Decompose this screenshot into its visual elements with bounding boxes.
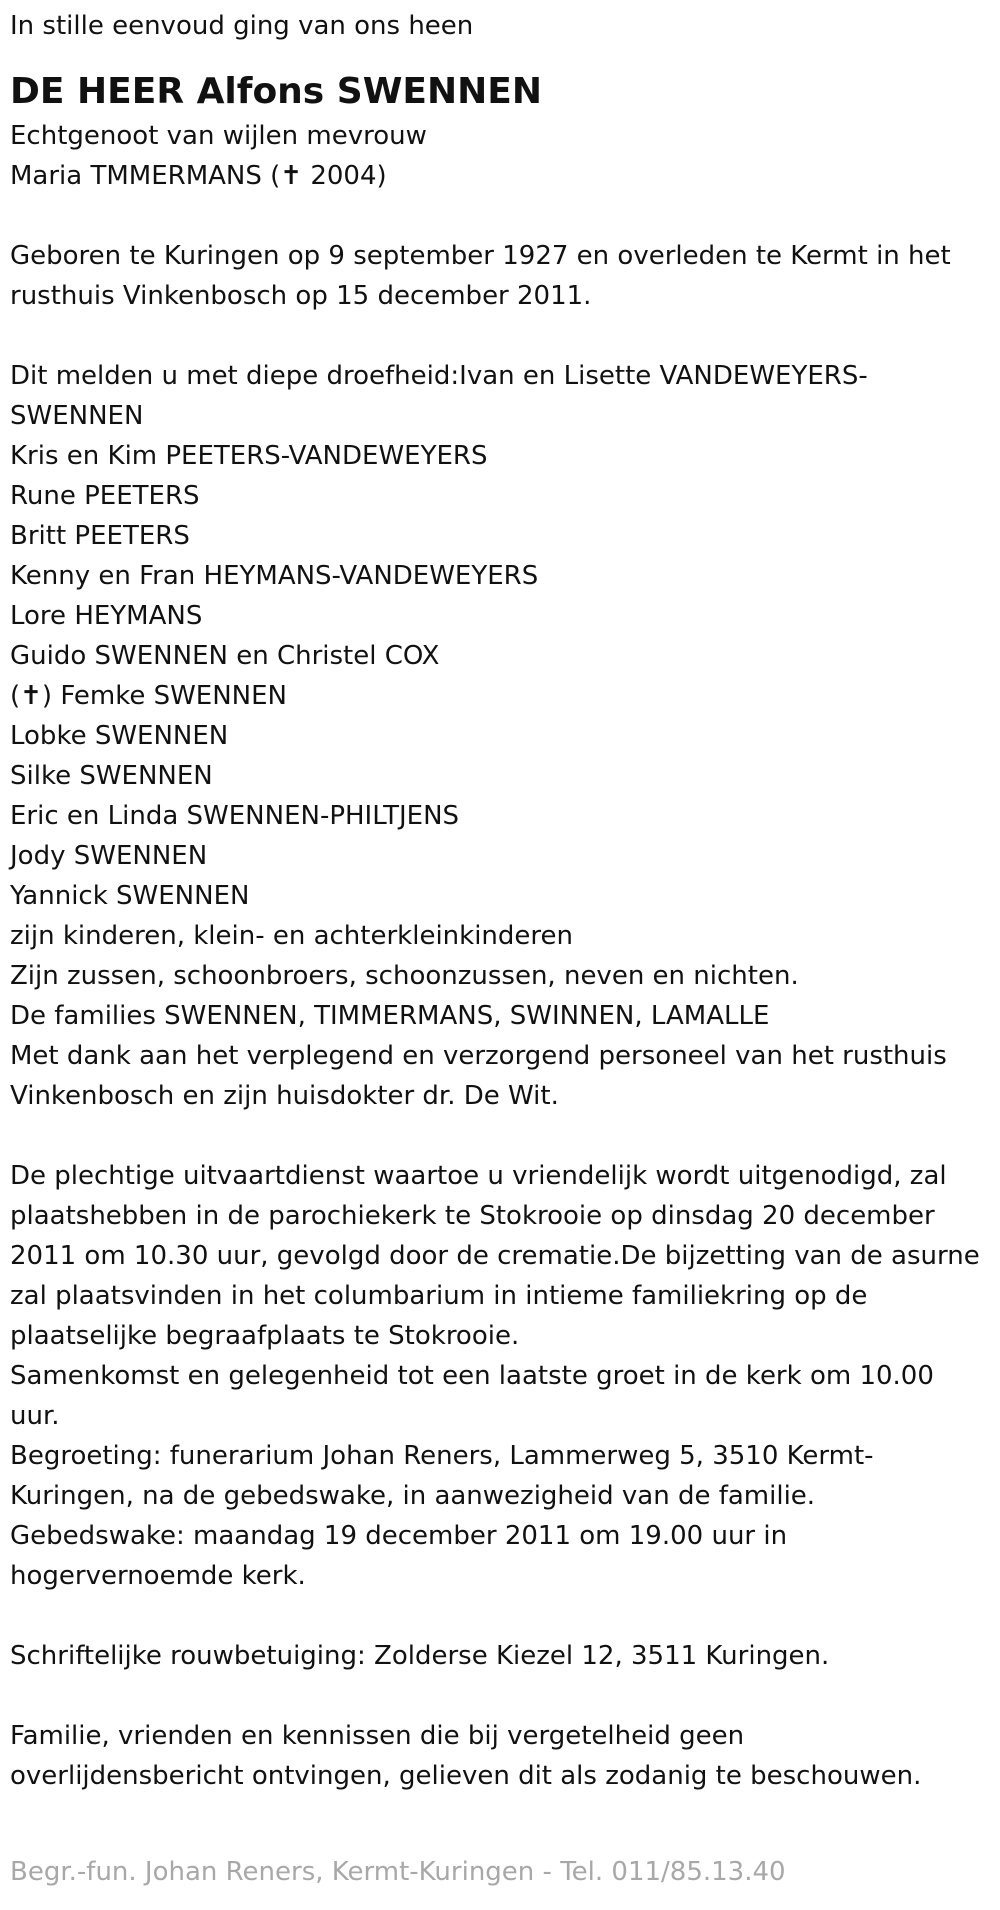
- spouse-line: Echtgenoot van wijlen mevrouw: [10, 121, 427, 151]
- service-block: [10, 1156, 1000, 1596]
- family-line: Zijn zussen, schoonbroers, schoonzussen, neven en nichten.: [10, 961, 799, 991]
- closing-line: overlijdensbericht ontvingen, gelieven dit als zodanig te beschouwen.: [10, 1761, 922, 1791]
- family-line: Lore HEYMANS: [10, 601, 203, 631]
- spacer: [10, 1596, 1000, 1636]
- funeral-home-footer: Begr.-fun. Johan Reners, Kermt-Kuringen - Tel. 011/85.13.40: [10, 1857, 786, 1887]
- service-line: plaatselijke begraafplaats te Stokrooie.: [10, 1321, 520, 1351]
- spacer: [10, 196, 1000, 236]
- service-line: plaatshebben in de parochiekerk te Stokrooie op dinsdag 20 december: [10, 1201, 935, 1231]
- condolence-address: Schriftelijke rouwbetuiging: Zolderse Kiezel 12, 3511 Kuringen.: [10, 1641, 830, 1671]
- spacer: [10, 1116, 1000, 1156]
- service-line: Kuringen, na de gebedswake, in aanwezigheid van de familie.: [10, 1481, 816, 1511]
- service-line: 2011 om 10.30 uur, gevolgd door de crematie.De bijzetting van de asurne: [10, 1241, 980, 1271]
- spacer: [10, 316, 1000, 356]
- family-line: Jody SWENNEN: [10, 841, 208, 871]
- family-line: Silke SWENNEN: [10, 761, 213, 791]
- birth-line: Geboren te Kuringen op 9 september 1927 en overleden te Kermt in het: [10, 241, 951, 271]
- service-line: hogervernoemde kerk.: [10, 1561, 306, 1591]
- family-line: Britt PEETERS: [10, 521, 190, 551]
- family-line: Yannick SWENNEN: [10, 881, 250, 911]
- service-line: uur.: [10, 1401, 60, 1431]
- service-line: Samenkomst en gelegenheid tot een laatste groet in de kerk om 10.00: [10, 1361, 934, 1391]
- service-line: De plechtige uitvaartdienst waartoe u vriendelijk wordt uitgenodigd, zal: [10, 1161, 947, 1191]
- family-line: (✝) Femke SWENNEN: [10, 681, 287, 711]
- family-line: zijn kinderen, klein- en achterkleinkinderen: [10, 921, 573, 951]
- spacer: [10, 1676, 1000, 1716]
- spouse-block: [10, 116, 1000, 196]
- family-line: Vinkenbosch en zijn huisdokter dr. De Wit.: [10, 1081, 559, 1111]
- family-line: De families SWENNEN, TIMMERMANS, SWINNEN, LAMALLE: [10, 1001, 770, 1031]
- family-line: Dit melden u met diepe droefheid:Ivan en Lisette VANDEWEYERS-: [10, 361, 868, 391]
- service-line: Gebedswake: maandag 19 december 2011 om 19.00 uur in: [10, 1521, 788, 1551]
- birth-line: rusthuis Vinkenbosch op 15 december 2011.: [10, 281, 592, 311]
- family-line: Kenny en Fran HEYMANS-VANDEWEYERS: [10, 561, 539, 591]
- closing-block: [10, 1716, 1000, 1796]
- family-line: Eric en Linda SWENNEN-PHILTJENS: [10, 801, 460, 831]
- family-line: Met dank aan het verplegend en verzorgend personeel van het rusthuis: [10, 1041, 947, 1071]
- closing-line: Familie, vrienden en kennissen die bij vergetelheid geen: [10, 1721, 745, 1751]
- intro-text: In stille eenvoud ging van ons heen: [10, 11, 474, 41]
- family-line: Kris en Kim PEETERS-VANDEWEYERS: [10, 441, 488, 471]
- birth-block: [10, 236, 1000, 316]
- service-line: Begroeting: funerarium Johan Reners, Lammerweg 5, 3510 Kermt-: [10, 1441, 874, 1471]
- family-line: Lobke SWENNEN: [10, 721, 229, 751]
- deceased-name: DE HEER Alfons SWENNEN: [10, 71, 542, 112]
- family-block: [10, 356, 1000, 1116]
- service-line: zal plaatsvinden in het columbarium in intieme familiekring op de: [10, 1281, 868, 1311]
- family-line: Rune PEETERS: [10, 481, 200, 511]
- spouse-line: Maria TMMERMANS (✝ 2004): [10, 161, 387, 191]
- family-line: SWENNEN: [10, 401, 144, 431]
- family-line: Guido SWENNEN en Christel COX: [10, 641, 440, 671]
